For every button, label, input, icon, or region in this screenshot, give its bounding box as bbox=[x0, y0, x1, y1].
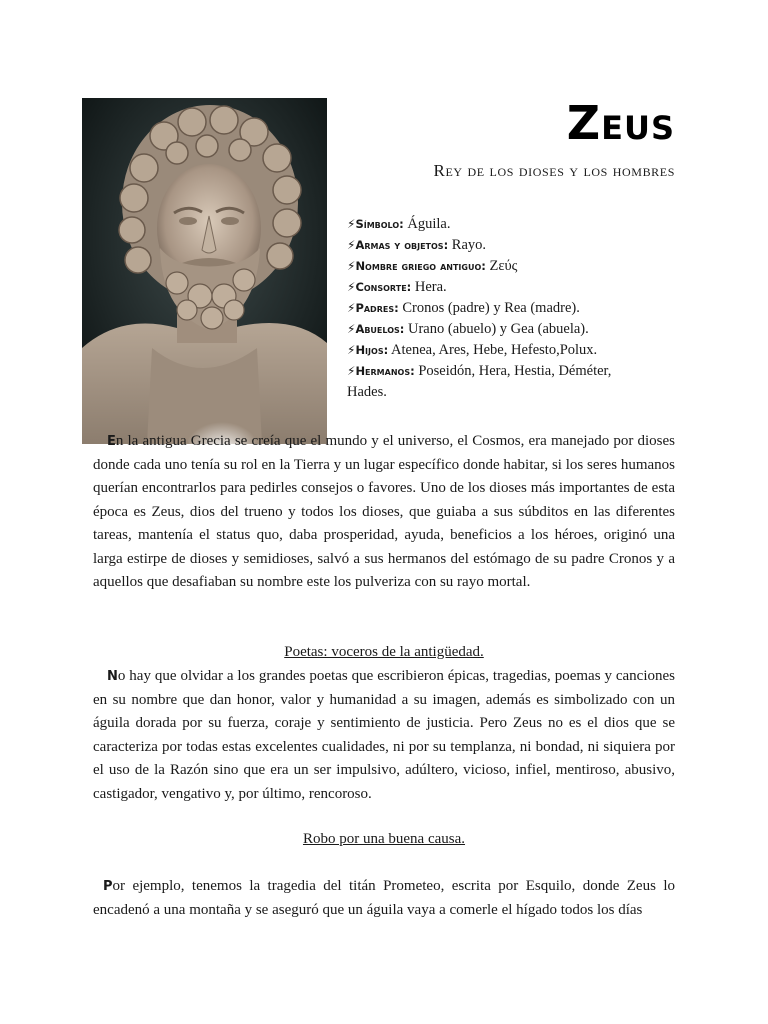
fact-value: Águila. bbox=[403, 216, 451, 232]
paragraph-text: n la antigua Grecia se creía que el mundo y el universo, el Cosmos, era manejado por dioses donde cada uno tenía su rol en la Tierra y un lugar específico donde habitar, si los seres humanos querían encontrarlos para pedirles consejos o favores. Uno de los dioses más importantes de esta época es Zeus, dios del trueno y todos los dioses, que guiaba a sus súbditos en las diferentes tareas, mantenía el status quo, daba prosperidad, ayuda, beneficios a los héroes, originó una larga estirpe de dioses y semidioses, salvó a sus hermanos del estómago de su padre Cronos y a aquellos que desafiaban su nombre este los pulveriza con su rayo mortal. bbox=[93, 433, 675, 590]
fact-key: Símbolo: bbox=[355, 217, 404, 231]
lightning-bolt-icon: ⚡ bbox=[347, 301, 356, 315]
fact-key: Nombre griego antiguo: bbox=[355, 259, 486, 273]
lightning-bolt-icon: ⚡ bbox=[347, 217, 356, 231]
fact-value: Hera. bbox=[411, 279, 447, 295]
drop-initial: N bbox=[107, 669, 118, 684]
paragraph-robo bbox=[93, 875, 675, 922]
fact-value: Ζεύς bbox=[485, 258, 518, 274]
fact-value: Atenea, Ares, Hebe, Hefesto,Polux. bbox=[388, 342, 598, 358]
lightning-bolt-icon: ⚡ bbox=[347, 322, 356, 336]
lightning-bolt-icon: ⚡ bbox=[347, 238, 356, 252]
fact-key: Hermanos: bbox=[355, 364, 415, 378]
fact-key: Consorte: bbox=[355, 280, 412, 294]
fact-hermanos bbox=[347, 361, 647, 403]
fact-hijos bbox=[347, 340, 647, 361]
fact-value: Cronos (padre) y Rea (madre). bbox=[398, 300, 580, 316]
drop-initial: P bbox=[103, 879, 113, 894]
lightning-bolt-icon: ⚡ bbox=[347, 364, 356, 378]
fact-abuelos bbox=[347, 319, 647, 340]
page-title: Zeus bbox=[566, 96, 675, 150]
paragraph-text: or ejemplo, tenemos la tragedia del titán Prometeo, escrita por Esquilo, donde Zeus lo encadenó a una montaña y se aseguró que un águila vaya a comerle el hígado todos los días bbox=[93, 878, 675, 918]
lightning-bolt-icon: ⚡ bbox=[347, 343, 356, 357]
fact-key: Abuelos: bbox=[355, 322, 405, 336]
fact-simbolo bbox=[347, 214, 647, 235]
paragraph-intro bbox=[93, 430, 675, 595]
zeus-bust-icon bbox=[82, 98, 327, 444]
paragraph-text: o hay que olvidar a los grandes poetas que escribieron épicas, tragedias, poemas y canciones en su nombre que dan honor, valor y humanidad a su imagen, además es simbolizado con un águila dorada por su fuerza, coraje y sentimiento de justicia. Pero Zeus no es el dios que se caracteriza por todas estas excelentes cualidades, ni por su templanza, ni bondad, ni siquiera por el uso de la Razón sino que era un ser impulsivo, adúltero, vicioso, infiel, mentiroso, abusivo, castigador, vengativo y, por último, rencoroso. bbox=[93, 668, 675, 802]
section-heading-poetas: Poetas: voceros de la antigüedad. bbox=[284, 644, 484, 660]
fact-armas bbox=[347, 235, 647, 256]
fact-value: Urano (abuelo) y Gea (abuela). bbox=[404, 321, 589, 337]
page-subtitle: Rey de los dioses y los hombres bbox=[433, 161, 675, 180]
fact-key: Padres: bbox=[355, 301, 399, 315]
fact-nombre-griego bbox=[347, 256, 647, 277]
fact-key: Hijos: bbox=[355, 343, 389, 357]
fact-padres bbox=[347, 298, 647, 319]
section-heading-robo: Robo por una buena causa. bbox=[302, 831, 466, 847]
drop-initial: E bbox=[107, 434, 116, 449]
fact-key: Armas y objetos: bbox=[355, 238, 449, 252]
fact-consorte bbox=[347, 277, 647, 298]
lightning-bolt-icon: ⚡ bbox=[347, 259, 356, 273]
lightning-bolt-icon: ⚡ bbox=[347, 280, 356, 294]
zeus-bust-photo bbox=[82, 98, 327, 444]
paragraph-poetas bbox=[93, 665, 675, 806]
facts-list bbox=[347, 214, 647, 403]
fact-value: Poseidón, Hera, Hestia, Déméter, Hades. bbox=[347, 363, 612, 400]
fact-value: Rayo. bbox=[448, 237, 487, 253]
